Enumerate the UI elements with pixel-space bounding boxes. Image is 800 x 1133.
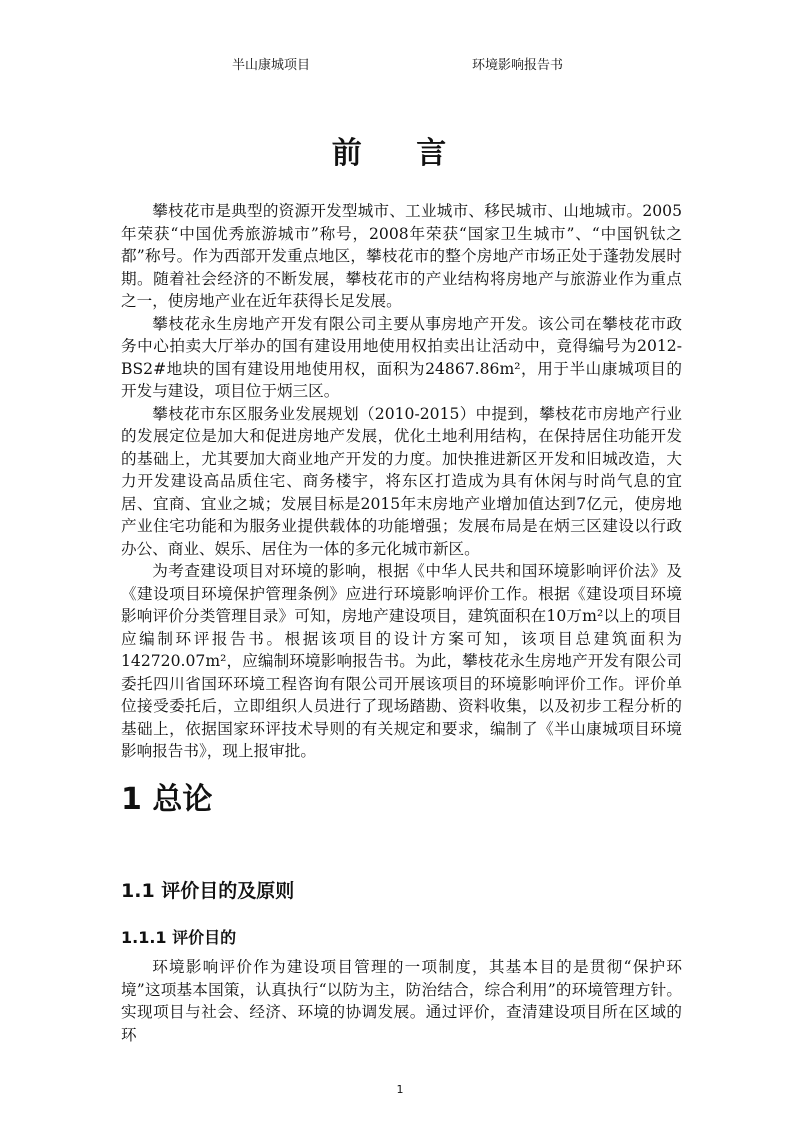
preface-paragraph: 为考查建设项目对环境的影响，根据《中华人民共和国环境影响评价法》及《建设项目环境保护管理条例》应进行环境影响评价工作。根据《建设项目环境影响评价分类管理目录》可知，房地产建设项目，建筑面积在10万m²以上的项目应编制环评报告书。根据该项目的设计方案可知，该项目总建筑面积为142720.07m²，应编制环境影响报告书。为此，攀枝花永生房地产开发有限公司委托四川省国环环境工程咨询有限公司开展该项目的环境影响评价工作。评价单位接受委托后，立即组织人员进行了现场踏勘、资料收集，以及初步工程分析的基础上，依据国家环评技术导则的有关规定和要求，编制了《半山康城项目环境影响报告书》，现上报审批。 [121, 562, 682, 760]
header-divider [120, 77, 680, 78]
header-report-type: 环境影响报告书 [472, 58, 564, 73]
preface-paragraph: 攀枝花市东区服务业发展规划（2010-2015）中提到，攀枝花市房地产行业的发展定位是加大和促进房地产发展，优化土地利用结构，在保持居住功能开发的基础上，尤其要加大商业地产开发的力度。加快推进新区开发和旧城改造，大力开发建设高品质住宅、商务楼宇，将东区打造成为具有休闲与时尚气息的宜居、宜商、宜业之城；发展目标是2015年末房地产业增加值达到7亿元，使房地产业住宅功能和为服务业提供载体的功能增强；发展布局是在炳三区建设以行政办公、商业、娱乐、居住为一体的多元化城市新区。 [121, 404, 682, 558]
section-paragraph: 环境影响评价作为建设项目管理的一项制度，其基本目的是贯彻“保护环境”这项基本国策，认真执行“以防为主，防治结合，综合利用”的环境管理方针。实现项目与社会、经济、环境的协调发展。通过评价，查清建设项目所在区域的环 [121, 958, 682, 1044]
subsection-heading: 1.1.1 评价目的 [121, 928, 237, 947]
section-body [121, 956, 682, 1046]
preface-body [121, 200, 682, 763]
preface-title: 前 言 [331, 136, 469, 171]
page-number: 1 [396, 1083, 404, 1096]
chapter-heading: 1 总论 [121, 782, 213, 817]
section-heading: 1.1 评价目的及原则 [121, 880, 295, 902]
preface-paragraph: 攀枝花市是典型的资源开发型城市、工业城市、移民城市、山地城市。2005年荣获“中国优秀旅游城市”称号，2008年荣获“国家卫生城市”、“中国钒钛之都”称号。作为西部开发重点地区，攀枝花市的整个房地产市场正处于蓬勃发展时期。随着社会经济的不断发展，攀枝花市的产业结构将房地产与旅游业作为重点之一，使房地产业在近年获得长足发展。 [121, 202, 682, 310]
header-project-name: 半山康城项目 [232, 58, 311, 73]
preface-paragraph: 攀枝花永生房地产开发有限公司主要从事房地产开发。该公司在攀枝花市政务中心拍卖大厅举办的国有建设用地使用权拍卖出让活动中，竟得编号为2012-BS2#地块的国有建设用地使用权，面积为24867.86m²，用于半山康城项目的开发与建设，项目位于炳三区。 [121, 314, 682, 400]
